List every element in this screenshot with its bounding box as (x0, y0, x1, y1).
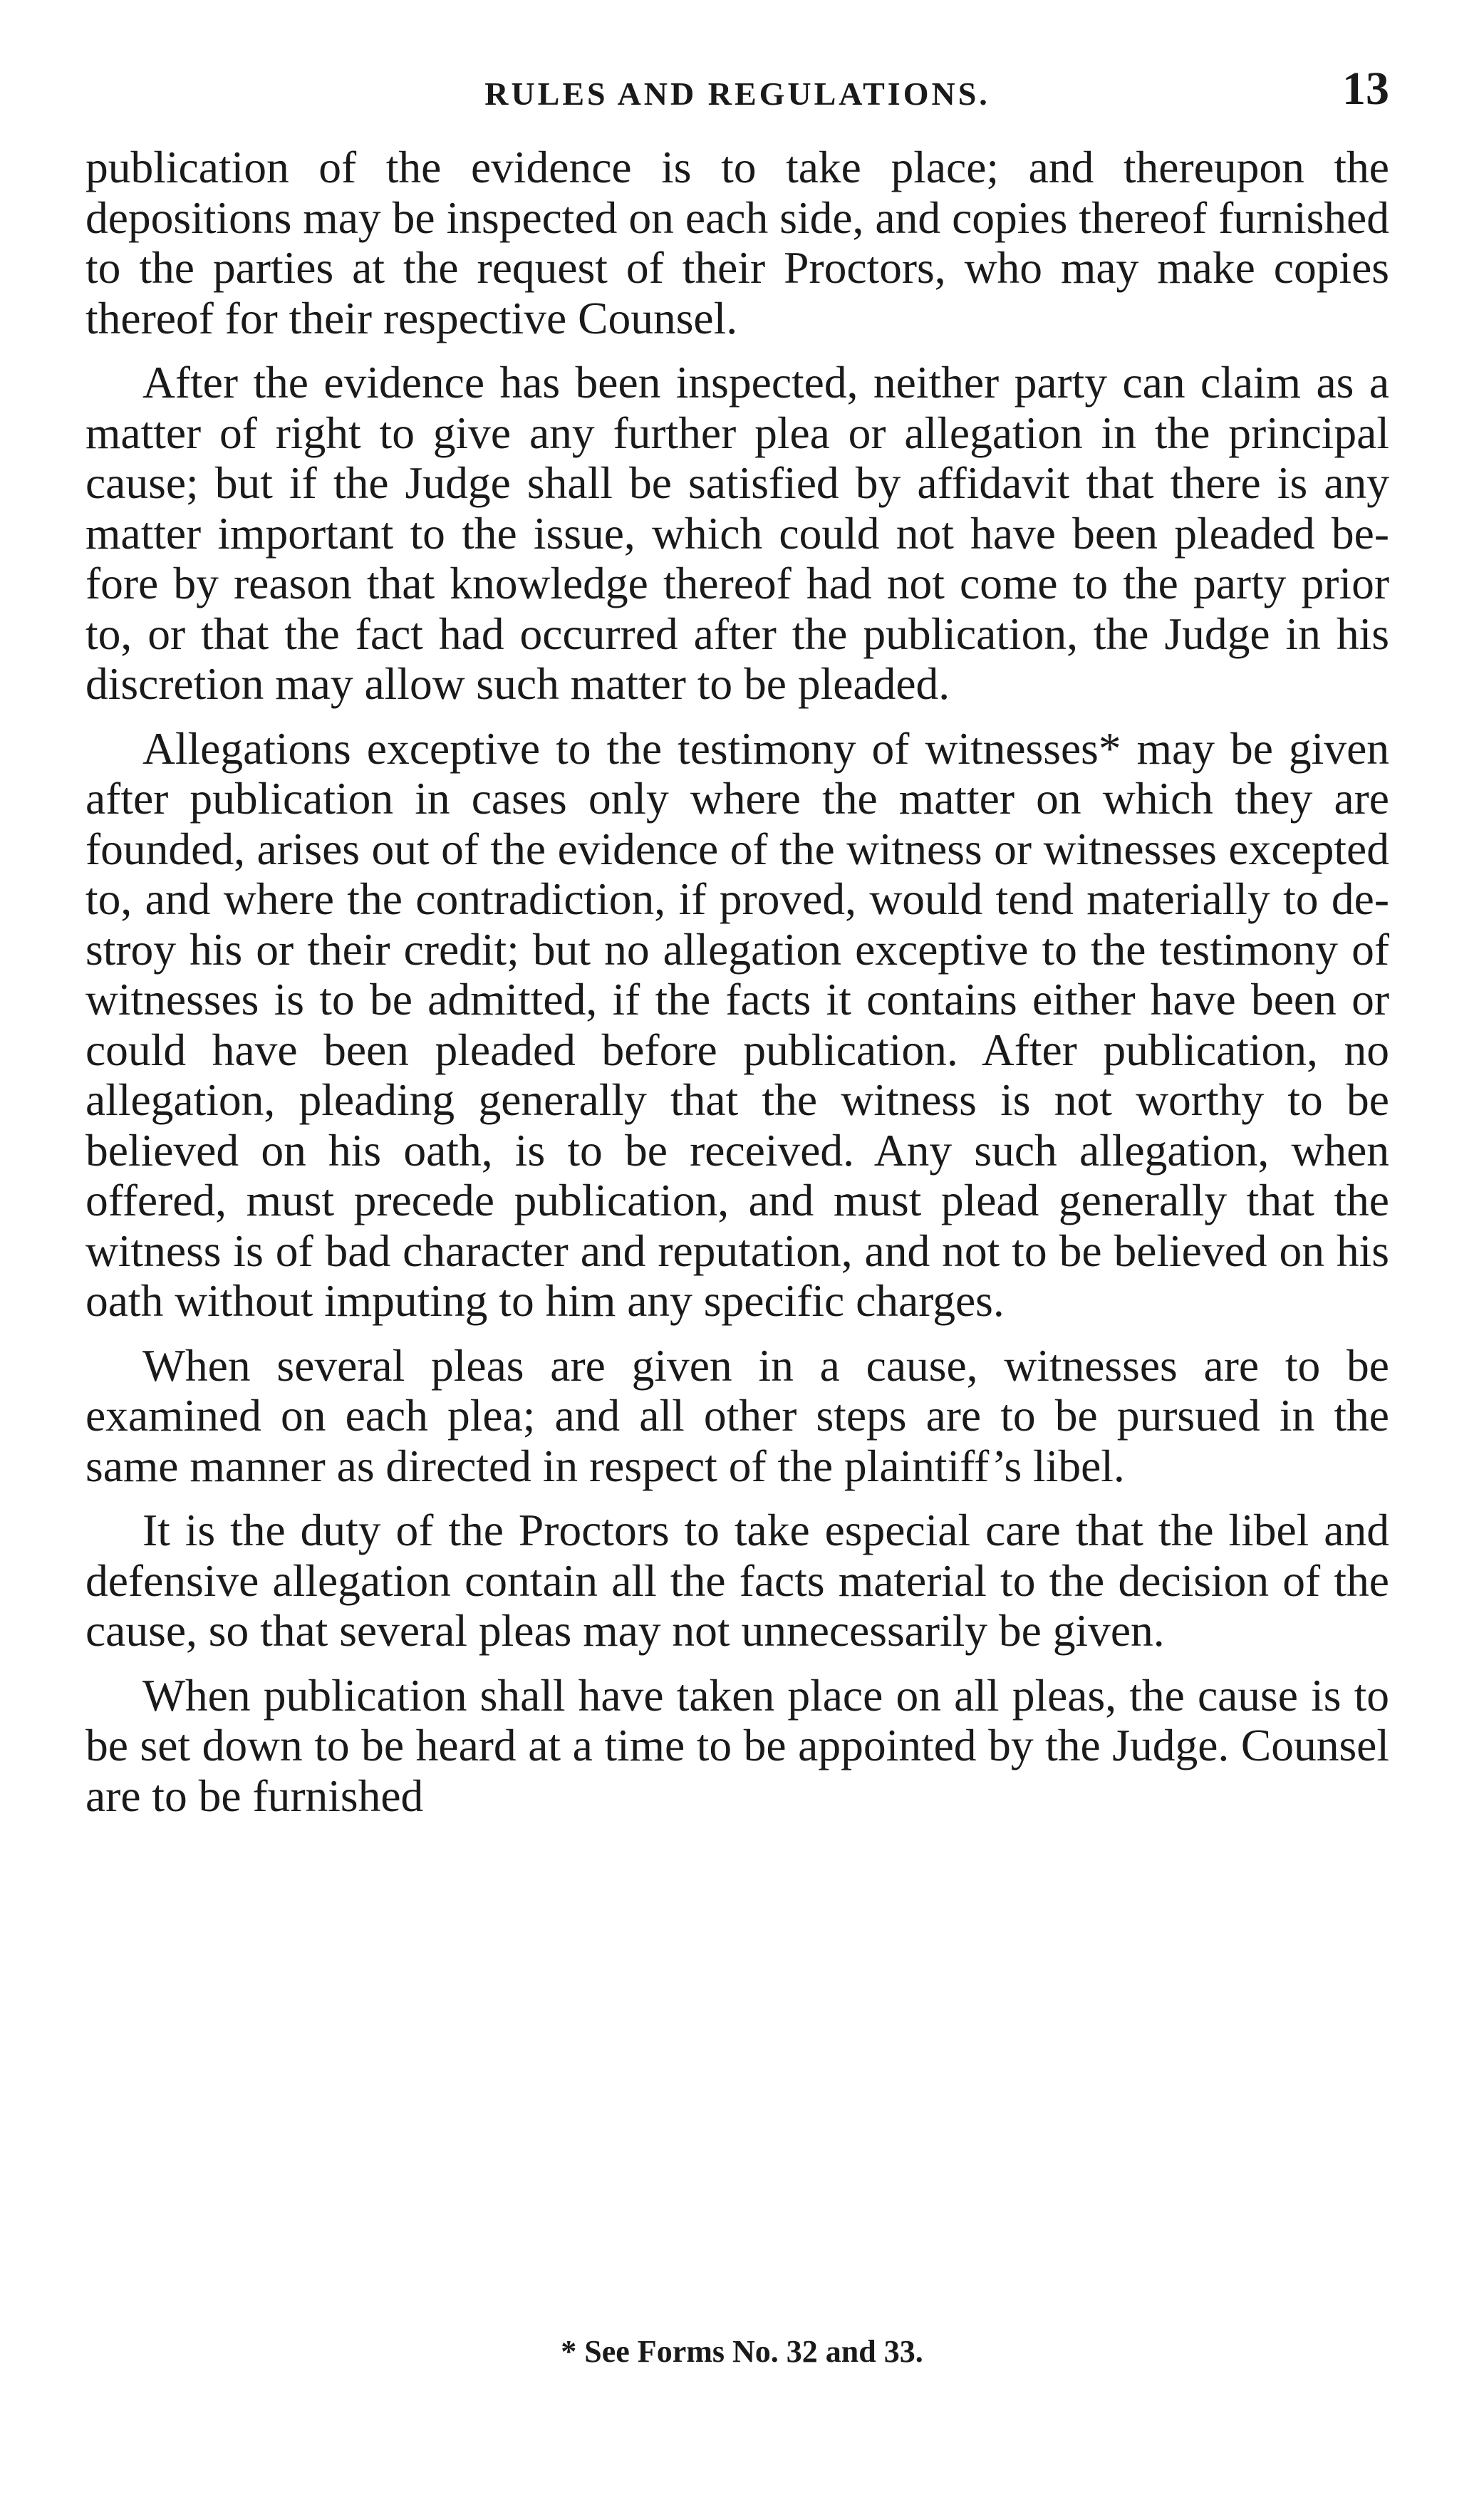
paragraph-2: After the evidence has been inspected, neither party can claim as a matter of right to give any further plea or allegation in the principal cause; but if the Judge shall be satisfied by affidavit that there is any matter important to the issue, which could not have been pleaded before by reason that knowledge thereof had not come to the party prior to, or that the fact had occurred after the publication, the Judge in his discretion may allow such matter to be pleaded. (85, 357, 1389, 709)
page-header (85, 61, 1389, 125)
paragraph-3: Allegations exceptive to the testimony of witnesses* may be given after publication in cases only where the matter on which they are founded, arises out of the evidence of the witness or witnesses excepted to, and where the contradiction, if proved, would tend materially to destroy his or their credit; but no allegation exceptive to the testimony of witnesses is to be admitted, if the facts it contains either have been or could have been pleaded before publication. After publication, no allegation, pleading generally that the witness is not worthy to be believed on his oath, is to be received. Any such allegation, when offered, must precede publication, and must plead generally that the witness is of bad character and reputation, and not to be believed on his oath without imputing to him any specific charges. (85, 722, 1389, 1326)
running-head: RULES AND REGULATIONS. (484, 76, 990, 112)
footnote: * See Forms No. 32 and 33. (561, 2334, 923, 2369)
paragraph-1: publication of the evidence is to take place; and thereupon the depositions may be inspected on each side, and copies thereof furnished to the parties at the request of their Proctors, who may make copies thereof for their respective Counsel. (85, 142, 1389, 343)
paragraph-6: When publication shall have taken place on all pleas, the cause is to be set down to be heard at a time to be appointed by the Judge. Counsel are to be furnished (85, 1669, 1389, 1821)
body-text (85, 142, 1389, 1835)
paragraph-5: It is the duty of the Proctors to take especial care that the libel and defensive allegation contain all the facts material to the decision of the cause, so that several pleas may not unnecessarily be given. (85, 1505, 1389, 1656)
paragraph-4: When several pleas are given in a cause, witnesses are to be examined on each plea; and all other steps are to be pursued in the same manner as directed in respect of the plaintiff’s libel. (85, 1339, 1389, 1491)
page-number: 13 (1342, 63, 1389, 115)
